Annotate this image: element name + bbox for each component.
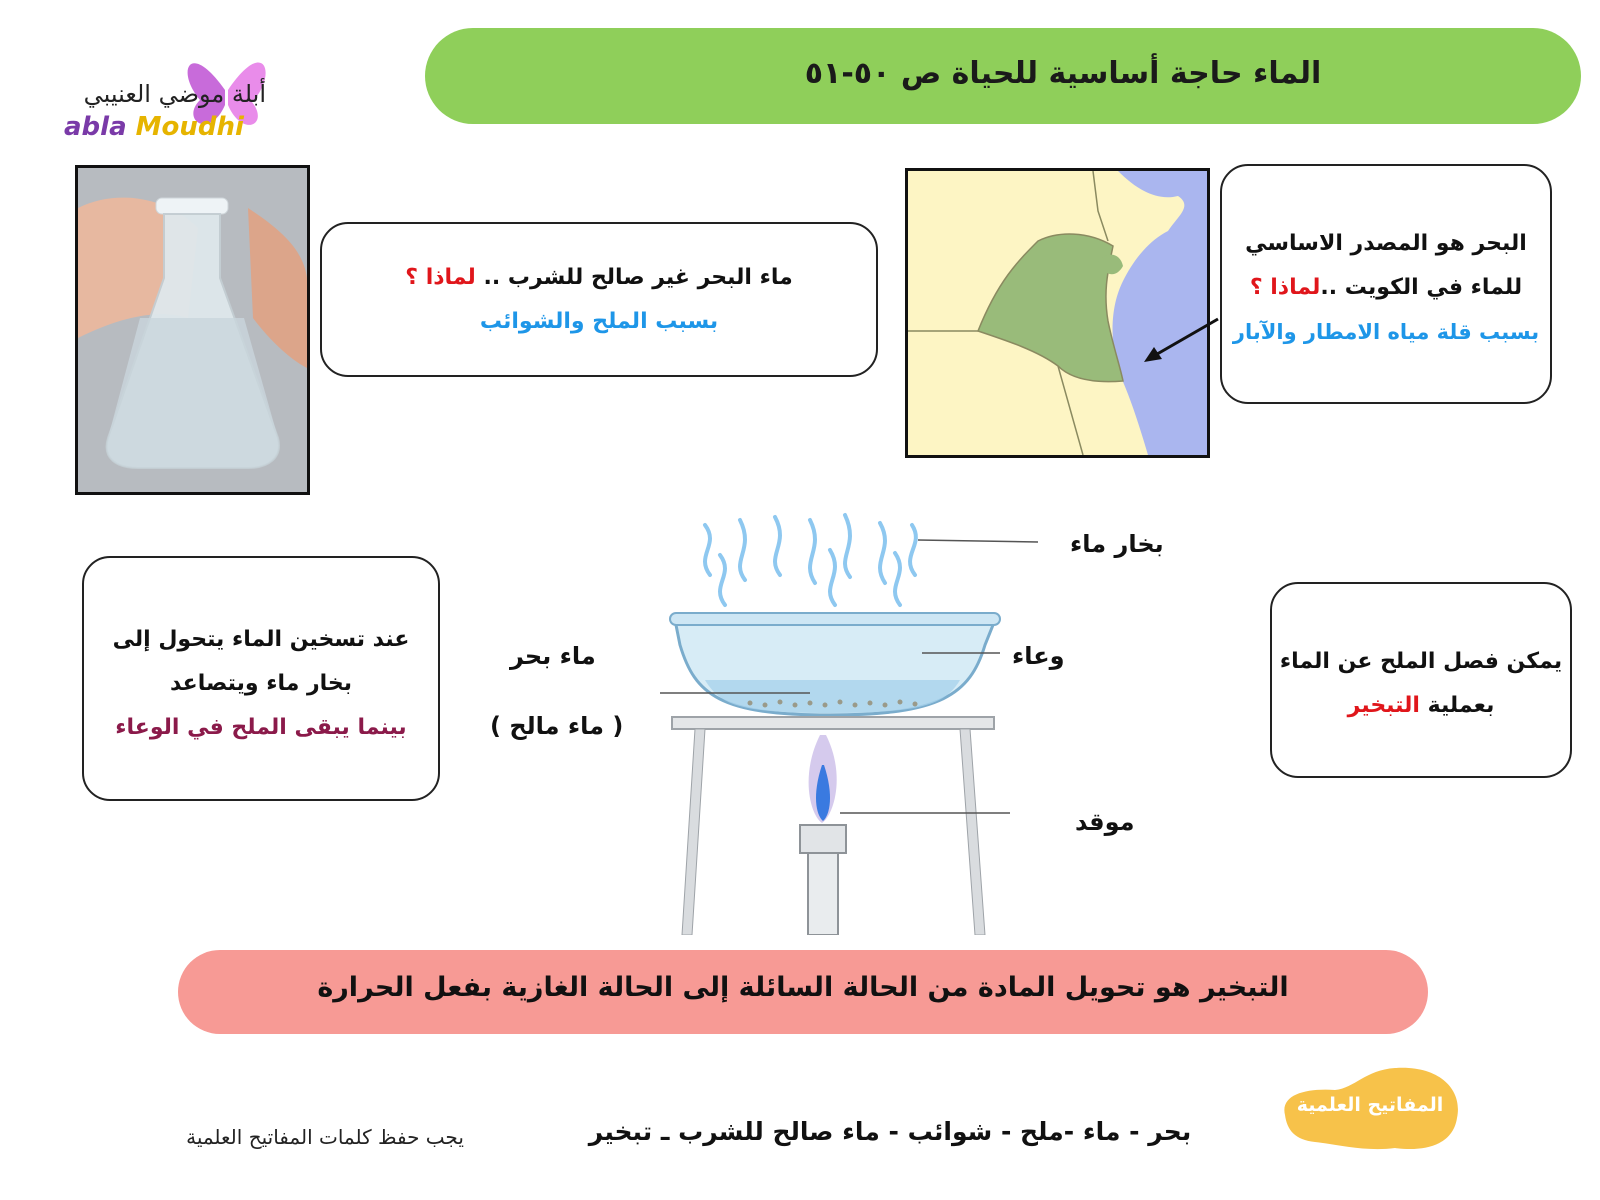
separation-line-1: يمكن فصل الملح عن الماء bbox=[1279, 649, 1563, 674]
arrow-icon bbox=[1140, 315, 1220, 365]
burner-label: موقد bbox=[1075, 808, 1135, 836]
logo-latin: abla Moudhi bbox=[64, 112, 244, 142]
logo-arabic: أبلة موضي العنيبي bbox=[83, 80, 266, 108]
logo bbox=[60, 30, 280, 150]
heating-line-3: بينما يبقى الملح في الوعاء bbox=[115, 715, 407, 740]
definition-bar bbox=[178, 950, 1428, 1034]
memorize-note: يجب حفظ كلمات المفاتيح العلمية bbox=[186, 1125, 464, 1149]
title-bar bbox=[425, 28, 1581, 124]
definition-text: التبخير هو تحويل المادة من الحالة السائلة إلى الحالة الغازية بفعل الحرارة bbox=[317, 972, 1289, 1003]
kuwait-line-2: للماء في الكويت ..لماذا ؟ bbox=[1249, 275, 1523, 300]
keywords-list: بحر - ماء -ملح - شوائب - ماء صالح للشرب ـ تبخير bbox=[588, 1117, 1192, 1146]
sea-water-question: ماء البحر غير صالح للشرب .. لماذا ؟ bbox=[405, 265, 793, 290]
kuwait-line-1: البحر هو المصدر الاساسي bbox=[1245, 231, 1527, 256]
kuwait-map bbox=[905, 168, 1210, 458]
kuwait-source-box bbox=[1220, 164, 1552, 404]
container-label: وعاء bbox=[1012, 642, 1065, 670]
kuwait-line-3: بسبب قلة مياه الامطار والآبار bbox=[1232, 320, 1540, 344]
label-lines bbox=[660, 530, 1050, 830]
sea-water-box bbox=[320, 222, 878, 377]
keys-badge bbox=[1275, 1060, 1465, 1155]
flask-photo bbox=[75, 165, 310, 495]
sea-water-answer: بسبب الملح والشوائب bbox=[479, 309, 719, 334]
salty-water-label: ( ماء مالح ) bbox=[490, 712, 624, 740]
keys-badge-label: المفاتيح العلمية bbox=[1296, 1094, 1444, 1116]
page-title: الماء حاجة أساسية للحياة ص ٥٠-٥١ bbox=[804, 56, 1322, 91]
heating-line-2: بخار ماء ويتصاعد bbox=[169, 671, 353, 696]
sea-water-label: ماء بحر bbox=[510, 642, 596, 670]
separation-box bbox=[1270, 582, 1572, 778]
separation-line-2: بعملية التبخير bbox=[1347, 693, 1495, 718]
heating-box bbox=[82, 556, 440, 801]
heating-line-1: عند تسخين الماء يتحول إلى bbox=[112, 627, 410, 652]
vapor-label: بخار ماء bbox=[1070, 530, 1164, 558]
